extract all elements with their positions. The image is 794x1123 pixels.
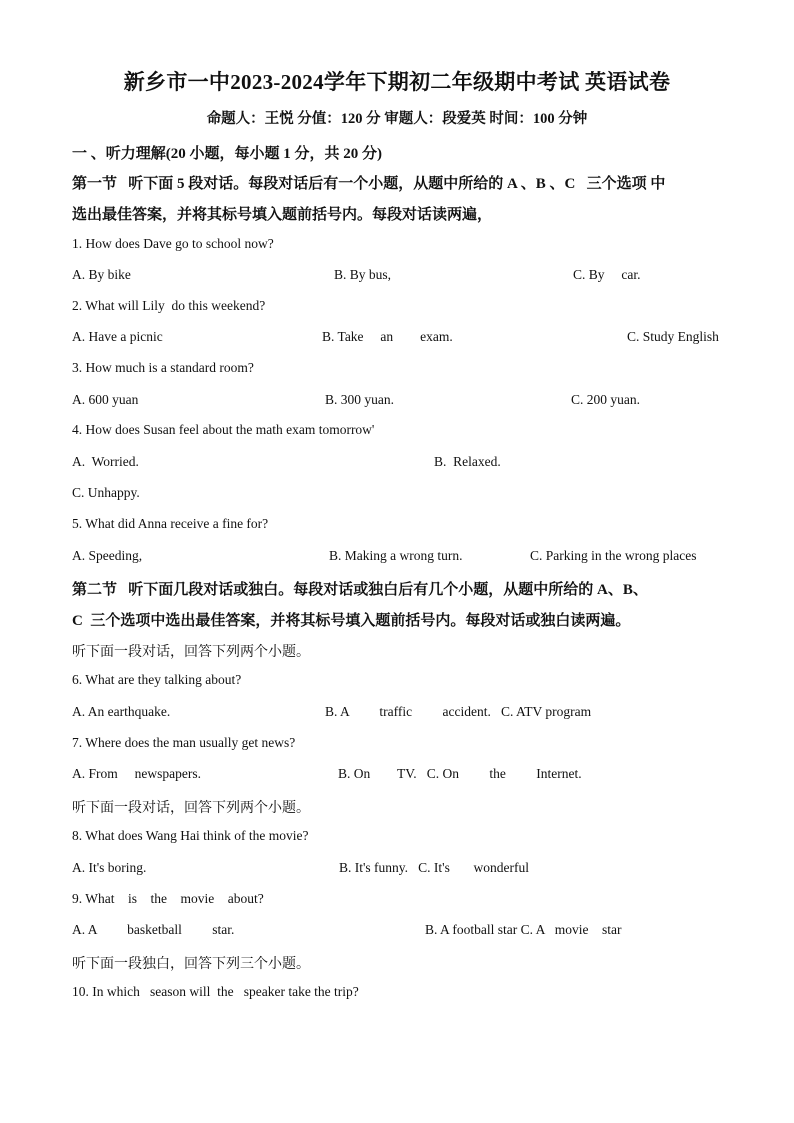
exam-info: 命题人：王悦 分值：120 分 审题人：段爱英 时间：100 分钟 bbox=[206, 111, 588, 127]
q3-option-a: A. 600 yuan bbox=[72, 392, 139, 407]
question-10: 10. In which season will the speaker take the trip? bbox=[72, 984, 359, 999]
q2-option-b: B. Take an exam. bbox=[322, 329, 453, 344]
question-6: 6. What are they talking about? bbox=[72, 672, 242, 687]
q4-option-b: B. Relaxed. bbox=[434, 454, 501, 469]
q3-option-c: C. 200 yuan. bbox=[571, 392, 640, 407]
question-8: 8. What does Wang Hai think of the movie? bbox=[72, 828, 309, 843]
q1-option-c: C. By car. bbox=[573, 267, 641, 282]
q1-option-a: A. By bike bbox=[72, 267, 131, 282]
part1-instruction-line2: 选出最佳答案，并将其标号填入题前括号内。每段对话读两遍， bbox=[72, 207, 493, 223]
part1-instruction-line1: 第一节 听下面 5 段对话。每段对话后有一个小题，从题中所给的 A 、B 、C 三个选项 中 bbox=[72, 176, 666, 192]
question-1: 1. How does Dave go to school now? bbox=[72, 236, 274, 251]
section-heading: 一 、听力理解(20 小题，每小题 1 分，共 20 分) bbox=[72, 146, 382, 162]
q3-option-b: B. 300 yuan. bbox=[325, 392, 394, 407]
question-4: 4. How does Susan feel about the math exam tomorrow' bbox=[72, 422, 375, 437]
question-9: 9. What is the movie about? bbox=[72, 891, 264, 906]
monologue-instruction: 听下面一段独白，回答下列三个小题。 bbox=[72, 957, 310, 972]
question-2: 2. What will Lily do this weekend? bbox=[72, 298, 266, 313]
q4-option-a: A. Worried. bbox=[72, 454, 139, 469]
q5-option-c: C. Parking in the wrong places bbox=[530, 548, 697, 563]
q6-options-bc: B. A traffic accident. C. ATV program bbox=[325, 704, 592, 719]
q5-option-b: B. Making a wrong turn. bbox=[329, 548, 463, 563]
q2-option-c: C. Study English bbox=[627, 329, 719, 344]
q8-options-bc: B. It's funny. C. It's wonderful bbox=[339, 860, 529, 875]
q9-option-a: A. A basketball star. bbox=[72, 922, 235, 937]
q2-option-a: A. Have a picnic bbox=[72, 329, 163, 344]
part2-instruction-line1: 第二节 听下面几段对话或独白。每段对话或独白后有几个小题，从题中所给的 A、B、 bbox=[72, 582, 648, 598]
dialogue-instruction: 听下面一段对话，回答下列两个小题。 bbox=[72, 801, 310, 816]
q4-option-c: C. Unhappy. bbox=[72, 485, 140, 500]
q7-option-a: A. From newspapers. bbox=[72, 766, 201, 781]
part2-instruction-line2: C 三个选项中选出最佳答案，并将其标号填入题前括号内。每段对话或独白读两遍。 bbox=[72, 613, 631, 629]
dialogue-instruction: 听下面一段对话，回答下列两个小题。 bbox=[72, 645, 310, 660]
page-title: 新乡市一中2023-2024学年下期初二年级期中考试 英语试卷 bbox=[123, 70, 671, 94]
q8-option-a: A. It's boring. bbox=[72, 860, 147, 875]
q5-option-a: A. Speeding, bbox=[72, 548, 143, 563]
question-3: 3. How much is a standard room? bbox=[72, 360, 254, 375]
q6-option-a: A. An earthquake. bbox=[72, 704, 171, 719]
question-7: 7. Where does the man usually get news? bbox=[72, 735, 296, 750]
question-5: 5. What did Anna receive a fine for? bbox=[72, 516, 269, 531]
q9-options-bc: B. A football star C. A movie star bbox=[425, 922, 622, 937]
q7-options-bc: B. On TV. C. On the Internet. bbox=[338, 766, 582, 781]
q1-option-b: B. By bus, bbox=[334, 267, 392, 282]
